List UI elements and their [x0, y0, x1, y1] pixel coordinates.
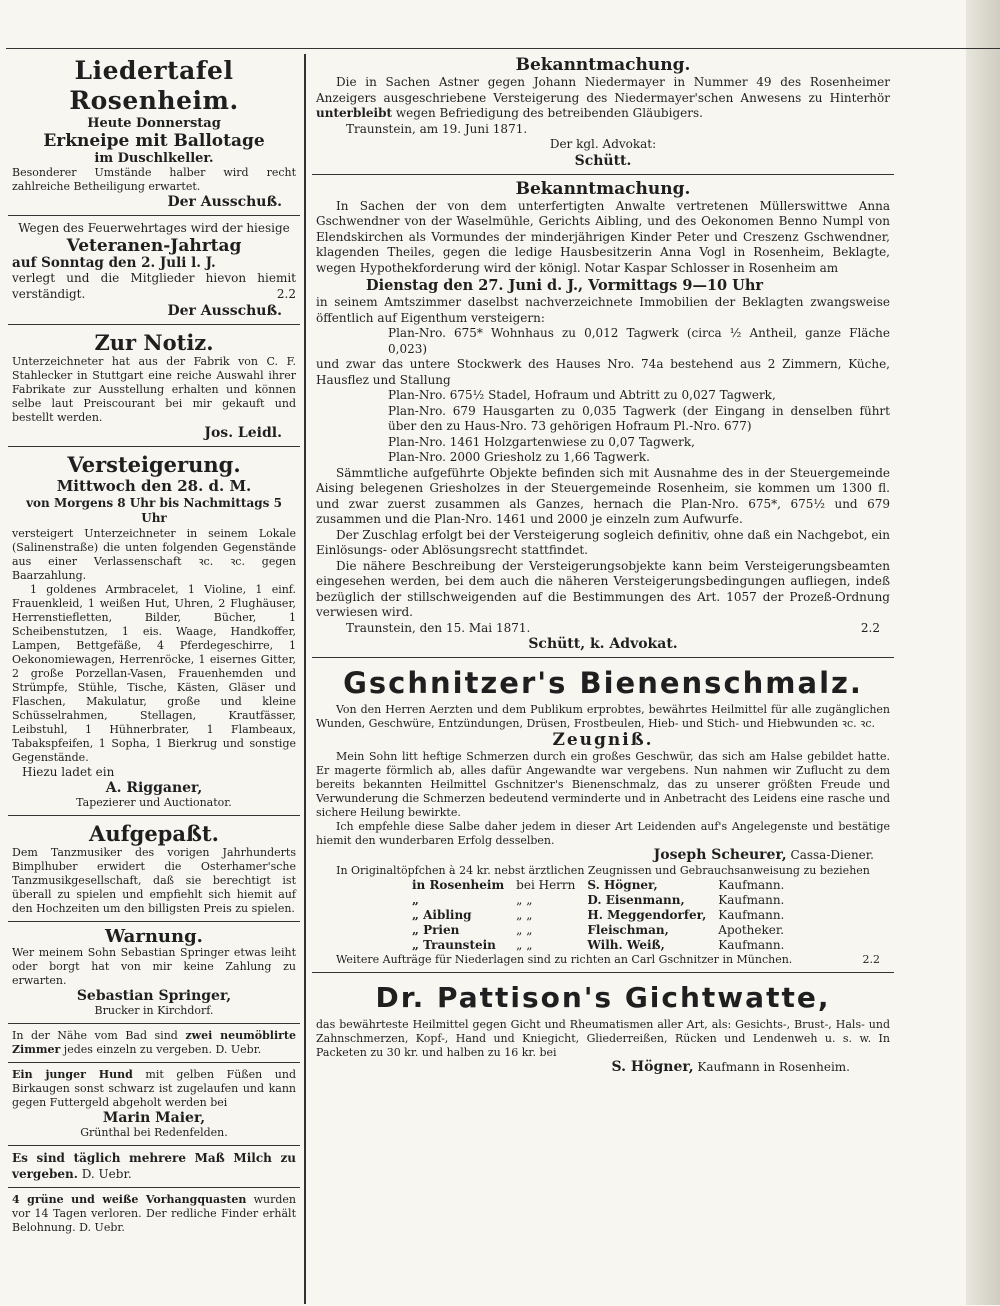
bek1-body1: Die in Sachen Astner gegen Johann Niedermayer in Nummer 49 des Rosenheimer Anzeigers ausgeschriebene Versteigerung des Niedermayer'schen Anwesens zu Hinterhör	[316, 75, 890, 105]
ad-hund	[8, 1066, 300, 1142]
ad-zimmer	[8, 1027, 300, 1059]
bek2-body: In Sachen der von dem unterfertigten Anwalte vertretenen Müllerswittwe Anna Gschwendner von der Waselmühle, Gerichts Aibling, und des Oekonomen Benno Numpl von Elendskirchen als Vormundes der minderjährigen Kinder Peter und Creszenz Gschwendner, klagenden Theiles, gegen die ledige Hausbesitzerin Anna Vogl in Rosenheim, Beklagte, wegen Hypothekforderung wird der königl. Notar Kaspar Schlosser in Rosenheim am	[316, 198, 890, 275]
divider	[8, 1145, 300, 1146]
bienen-sign: Joseph Scheurer,	[653, 847, 787, 863]
liedertafel-title: Liedertafel Rosenheim.	[69, 56, 239, 115]
divider	[8, 1023, 300, 1024]
place-name: Wilh. Weiß,	[587, 937, 665, 952]
place-job: Kaufmann.	[718, 937, 785, 952]
ad-vorhang	[8, 1191, 300, 1237]
right-column	[312, 54, 894, 1304]
versteigerung-date: Mittwoch den 28. d. M.	[56, 476, 252, 495]
warnung-sign: Sebastian Springer,	[76, 988, 232, 1004]
gicht-title: Dr. Pattison's Gichtwatte,	[375, 980, 831, 1014]
divider	[8, 815, 300, 816]
versteigerung-items: 1 goldenes Armbracelet, 1 Violine, 1 einf. Frauenkleid, 1 weißen Hut, Uhren, 2 Flughäuser, Herrenstiefletten, Bilder, Bücher, 1 Scheibenstutzen, 1 eis. Waage, Handkoffer, Lampen, Bettgefäße, 4 Pferdegeschirre, 1 Oekonomiewagen, Herrenröcke, 1 eisernes Gitter, 2 große Porzellan-Vasen, Frauenhemden und Strümpfe, Stühle, Tische, Kästen, Gläser und Flaschen, Makulatur, große und kleine Schüsselrahmen, Stellagen, Krautfässer, Leibstuhl, 1 Hühnerbrater, 1 Flambeaux, Tabakspfeifen, 1 Sopha, 1 Bierkrug und sonstige Gegenstände.	[12, 582, 296, 764]
divider	[8, 1062, 300, 1063]
bek2-place: Traunstein, den 15. Mai 1871.	[346, 620, 531, 635]
bienen-title: Gschnitzer's Bienenschmalz.	[343, 666, 863, 700]
bek2-p2: Plan-Nro. 675½ Stadel, Hofraum und Abtritt zu 0,027 Tagwerk,	[388, 388, 776, 402]
column-divider	[304, 54, 306, 1304]
veteranen-title: Veteranen-Jahrtag	[66, 235, 242, 256]
milch-ref: D. Uebr.	[81, 1166, 132, 1181]
hund-role: Grünthal bei Redenfelden.	[80, 1126, 228, 1139]
place-name: H. Meggendorfer,	[587, 907, 707, 922]
versteigerung-role: Tapezierer und Auctionator.	[76, 796, 232, 809]
place-pre: bei Herrn	[516, 877, 576, 892]
ad-liedertafel	[8, 54, 300, 212]
bek2-title: Bekanntmachung.	[515, 178, 691, 199]
left-column	[8, 54, 300, 1304]
gicht-sign: S. Högner,	[611, 1058, 694, 1075]
bienen-sale: In Originaltöpfchen à 24 kr. nebst ärztlichen Zeugnissen und Gebrauchsanweisung zu beziehen	[336, 863, 870, 877]
place-row	[406, 923, 790, 938]
bek1-office: Der kgl. Advokat:	[549, 137, 657, 151]
place-pre: „ „	[516, 922, 533, 937]
divider	[312, 174, 894, 175]
place-name: Fleischman,	[587, 922, 669, 937]
place-town: „	[412, 892, 419, 907]
divider	[312, 972, 894, 973]
zimmer-ref: D. Uebr.	[215, 1043, 262, 1056]
liedertafel-body: Besonderer Umstände halber wird recht zahlreiche Betheiligung erwartet.	[12, 166, 296, 193]
ad-aufgepasst	[8, 819, 300, 918]
ad-notiz	[8, 328, 300, 443]
zimmer-body1: In der Nähe vom Bad sind	[12, 1029, 178, 1042]
gicht-body: das bewährteste Heilmittel gegen Gicht und Rheumatismen aller Art, als: Gesichts-, Brust-, Hals- und Zahnschmerzen, Kopf-, Hand und Kniegicht, Gliederreißen, Rücken und Lendenweh u. s. w. In Packeten zu 30 kr. und halben zu 16 kr. bei	[316, 1017, 890, 1059]
bienen-z2: Ich empfehle diese Salbe daher jedem in dieser Art Leidenden auf's Angelegenste und bestätige hiemit den wunderbaren Erfolg desselben.	[316, 820, 890, 847]
place-job: Kaufmann.	[718, 877, 785, 892]
zimmer-bold: zwei neumöblirte Zimmer	[12, 1029, 296, 1056]
veteranen-count: 2.2	[276, 287, 296, 301]
liedertafel-sign: Der Ausschuß.	[167, 194, 282, 210]
place-row	[406, 893, 790, 908]
warnung-title: Warnung.	[105, 926, 203, 947]
liedertafel-sub3: im Duschlkeller.	[94, 150, 214, 166]
zimmer-body2: jedes einzeln zu vergeben.	[63, 1043, 212, 1056]
bek2-para1: Sämmtliche aufgeführte Objekte befinden sich mit Ausnahme des in der Steuergemeinde Aising belegenen Griesholzes in der Steuergemeinde Rosenheim, sie kommen um 1300 fl. und zwar zuerst zusammen als Ganzes, hernach die Plan-Nro. 675*, 675½ und 679 zusammen und die Plan-Nro. 1461 und 2000 je einzeln zum Aufwurfe.	[316, 465, 890, 526]
vorhang-ref: D. Uebr.	[79, 1221, 125, 1234]
place-job: Apotheker.	[718, 922, 785, 937]
place-job: Kaufmann.	[718, 907, 785, 922]
bek1-title: Bekanntmachung.	[515, 55, 691, 75]
place-pre: „ „	[516, 907, 533, 922]
liedertafel-sub2: Erkneipe mit Ballotage	[43, 130, 265, 151]
bek2-para2: Der Zuschlag erfolgt bei der Versteigerung sogleich definitiv, ohne daß ein Nachgebot, ein Einlösungs- oder Ablösungsrecht stattfindet.	[316, 527, 890, 557]
milch-lead: Es sind täglich mehrere Maß Milch zu vergeben.	[12, 1151, 296, 1181]
versteigerung-invite: Hiezu ladet ein	[22, 764, 115, 779]
place-row	[406, 938, 790, 953]
bek2-count: 2.2	[860, 620, 880, 635]
bek2-p5: Plan-Nro. 2000 Griesholz zu 1,66 Tagwerk.	[388, 450, 650, 464]
place-pre: „ „	[516, 937, 533, 952]
place-town: „ Aibling	[412, 907, 472, 922]
bienen-zeugnis: Zeugniß.	[552, 730, 654, 750]
vorhang-body: wurden vor 14 Tagen verloren. Der redliche Finder erhält Belohnung.	[12, 1193, 297, 1234]
hund-lead: Ein junger Hund	[12, 1068, 133, 1081]
divider	[312, 657, 894, 658]
ad-veteranen	[8, 219, 300, 321]
bek2-p4: Plan-Nro. 1461 Holzgartenwiese zu 0,07 Tagwerk,	[388, 434, 695, 449]
bek2-sign: Schütt, k. Advokat.	[528, 636, 678, 652]
ad-bienenschmalz	[312, 661, 894, 969]
vorhang-lead: 4 grüne und weiße Vorhangquasten	[12, 1193, 247, 1206]
notiz-sign: Jos. Leidl.	[204, 424, 282, 441]
notiz-body: Unterzeichneter hat aus der Fabrik von C. F. Stahlecker in Stuttgart eine reiche Auswahl ihrer Fabrikate zur Ausstellung erhalten und können selbe laut Preiscourant bei mir gekauft und bestellt werden.	[12, 354, 296, 424]
divider	[8, 324, 300, 325]
veteranen-line1: Wegen des Feuerwehrtages wird der hiesige	[18, 221, 290, 235]
warnung-body: Wer meinem Sohn Sebastian Springer etwas leiht oder borgt hat von mir keine Zahlung zu erwarten.	[12, 946, 296, 987]
place-row	[406, 908, 790, 923]
liedertafel-sub1: Heute Donnerstag	[87, 116, 221, 131]
place-name: S. Högner,	[587, 877, 658, 892]
place-town: in Rosenheim	[412, 877, 505, 892]
bienen-count: 2.2	[862, 952, 880, 966]
bek2-p1: Plan-Nro. 675* Wohnhaus zu 0,012 Tagwerk (circa ½ Antheil, ganze Fläche 0,023)	[388, 326, 890, 356]
gicht-role: Kaufmann in Rosenheim.	[697, 1059, 850, 1074]
hund-body: mit gelben Füßen und Birkaugen sonst schwarz ist zugelaufen und kann gegen Futtergeld abgeholt werden bei	[12, 1068, 296, 1109]
place-name: D. Eisenmann,	[587, 892, 685, 907]
ad-warnung	[8, 925, 300, 1020]
warnung-role: Brucker in Kirchdorf.	[94, 1004, 214, 1017]
bekanntmachung-1	[312, 54, 894, 171]
place-pre: „ „	[516, 892, 533, 907]
bekanntmachung-2	[312, 178, 894, 655]
aufgepasst-body: Dem Tanzmusiker des vorigen Jahrhunderts Bimplhuber erwidert die Osterhamer'sche Tanzmusikgesellschaft, daß sie berechtigt ist überall zu spielen und empfiehlt sich hiemit auf den Hochzeiten um den billigsten Preis zu spielen.	[12, 846, 296, 915]
notiz-title: Zur Notiz.	[94, 329, 214, 355]
divider	[8, 446, 300, 447]
veteranen-sign: Der Ausschuß.	[167, 302, 282, 319]
place-town: „ Traunstein	[412, 937, 496, 952]
bek2-intro: in seinem Amtszimmer daselbst nachverzeichnete Immobilien der Beklagten zwangsweise öffentlich auf Eigenthum versteigern:	[316, 295, 890, 325]
veteranen-body: verlegt und die Mitglieder hievon hiemit verständigt.	[12, 271, 296, 301]
versteigerung-intro: versteigert Unterzeichneter in seinem Lokale (Salinenstraße) die unten folgenden Gegenstände aus einer Verlassenschaft ꝛc. ꝛc. gegen Baarzahlung.	[12, 526, 296, 582]
ad-gichtwatte	[312, 976, 894, 1078]
bienen-z1: Mein Sohn litt heftige Schmerzen durch ein großes Geschwür, das sich am Halse gebildet hatte. Er magerte förmlich ab, alles dafür Angewandte war vergebens. Nun nahmen wir Zuflucht zu dem bereits bekannten Heilmittel Gschnitzer's Bienenschmalz, das zu unserer größten Freude und Verwunderung die Schmerzen bedeutend verminderte und in Anbetracht des Leidens eine rasche und sichere Heilung bewirkte.	[316, 750, 890, 819]
divider	[8, 921, 300, 922]
hund-sign: Marin Maier,	[102, 1110, 206, 1126]
aufgepasst-title: Aufgepaßt.	[89, 821, 219, 846]
versteigerung-title: Versteigerung.	[67, 451, 241, 477]
bienen-intro: Von den Herren Aerzten und dem Publikum erprobtes, bewährtes Heilmittel für alle zugänglichen Wunden, Geschwüre, Entzündungen, Drüsen, Frostbeulen, Hieb- und Stich- und Hiebwunden ꝛc. ꝛc.	[316, 703, 890, 730]
bienen-places-table	[406, 878, 790, 953]
place-row	[406, 878, 790, 893]
ad-versteigerung	[8, 450, 300, 813]
bienen-orders: Weitere Aufträge für Niederlagen sind zu richten an Carl Gschnitzer in München.	[336, 952, 793, 966]
ad-milch	[8, 1149, 300, 1184]
veteranen-line2: auf Sonntag den 2. Juli l. J.	[12, 254, 216, 271]
bek1-sign: Schütt.	[574, 152, 632, 169]
places-body	[406, 878, 790, 953]
bek2-mid: und zwar das untere Stockwerk des Hauses Nro. 74a bestehend aus 2 Zimmern, Küche, Hausflez und Stallung	[316, 357, 890, 387]
place-town: „ Prien	[412, 922, 460, 937]
place-job: Kaufmann.	[718, 892, 785, 907]
bek1-body2: wegen Befriedigung des betreibenden Gläubigers.	[395, 106, 703, 120]
versteigerung-sign: A. Rigganer,	[105, 780, 203, 796]
bienen-role: Cassa-Diener.	[790, 848, 874, 862]
versteigerung-time: von Morgens 8 Uhr bis Nachmittags 5 Uhr	[26, 495, 282, 525]
divider	[8, 1187, 300, 1188]
divider	[8, 215, 300, 216]
bek1-bold: unterbleibt	[316, 106, 393, 120]
bek2-p3: Plan-Nro. 679 Hausgarten zu 0,035 Tagwerk (der Eingang in denselben führt über den zu Haus-Nro. 73 gehörigen Hofraum Pl.-Nro. 677)	[388, 403, 890, 433]
bek1-date: Traunstein, am 19. Juni 1871.	[346, 121, 528, 136]
bek2-date: Dienstag den 27. Juni d. J., Vormittags 9—10 Uhr	[366, 277, 764, 294]
bek2-para3: Die nähere Beschreibung der Versteigerungsobjekte kann beim Versteigerungsbeamten eingesehen werden, bei dem auch die näheren Versteigerungsbedingungen aufliegen, indeß bezüglich der stillschweigenden auf die Bestimmungen des Art. 1057 der Prozeß-Ordnung verwiesen wird.	[316, 558, 890, 619]
